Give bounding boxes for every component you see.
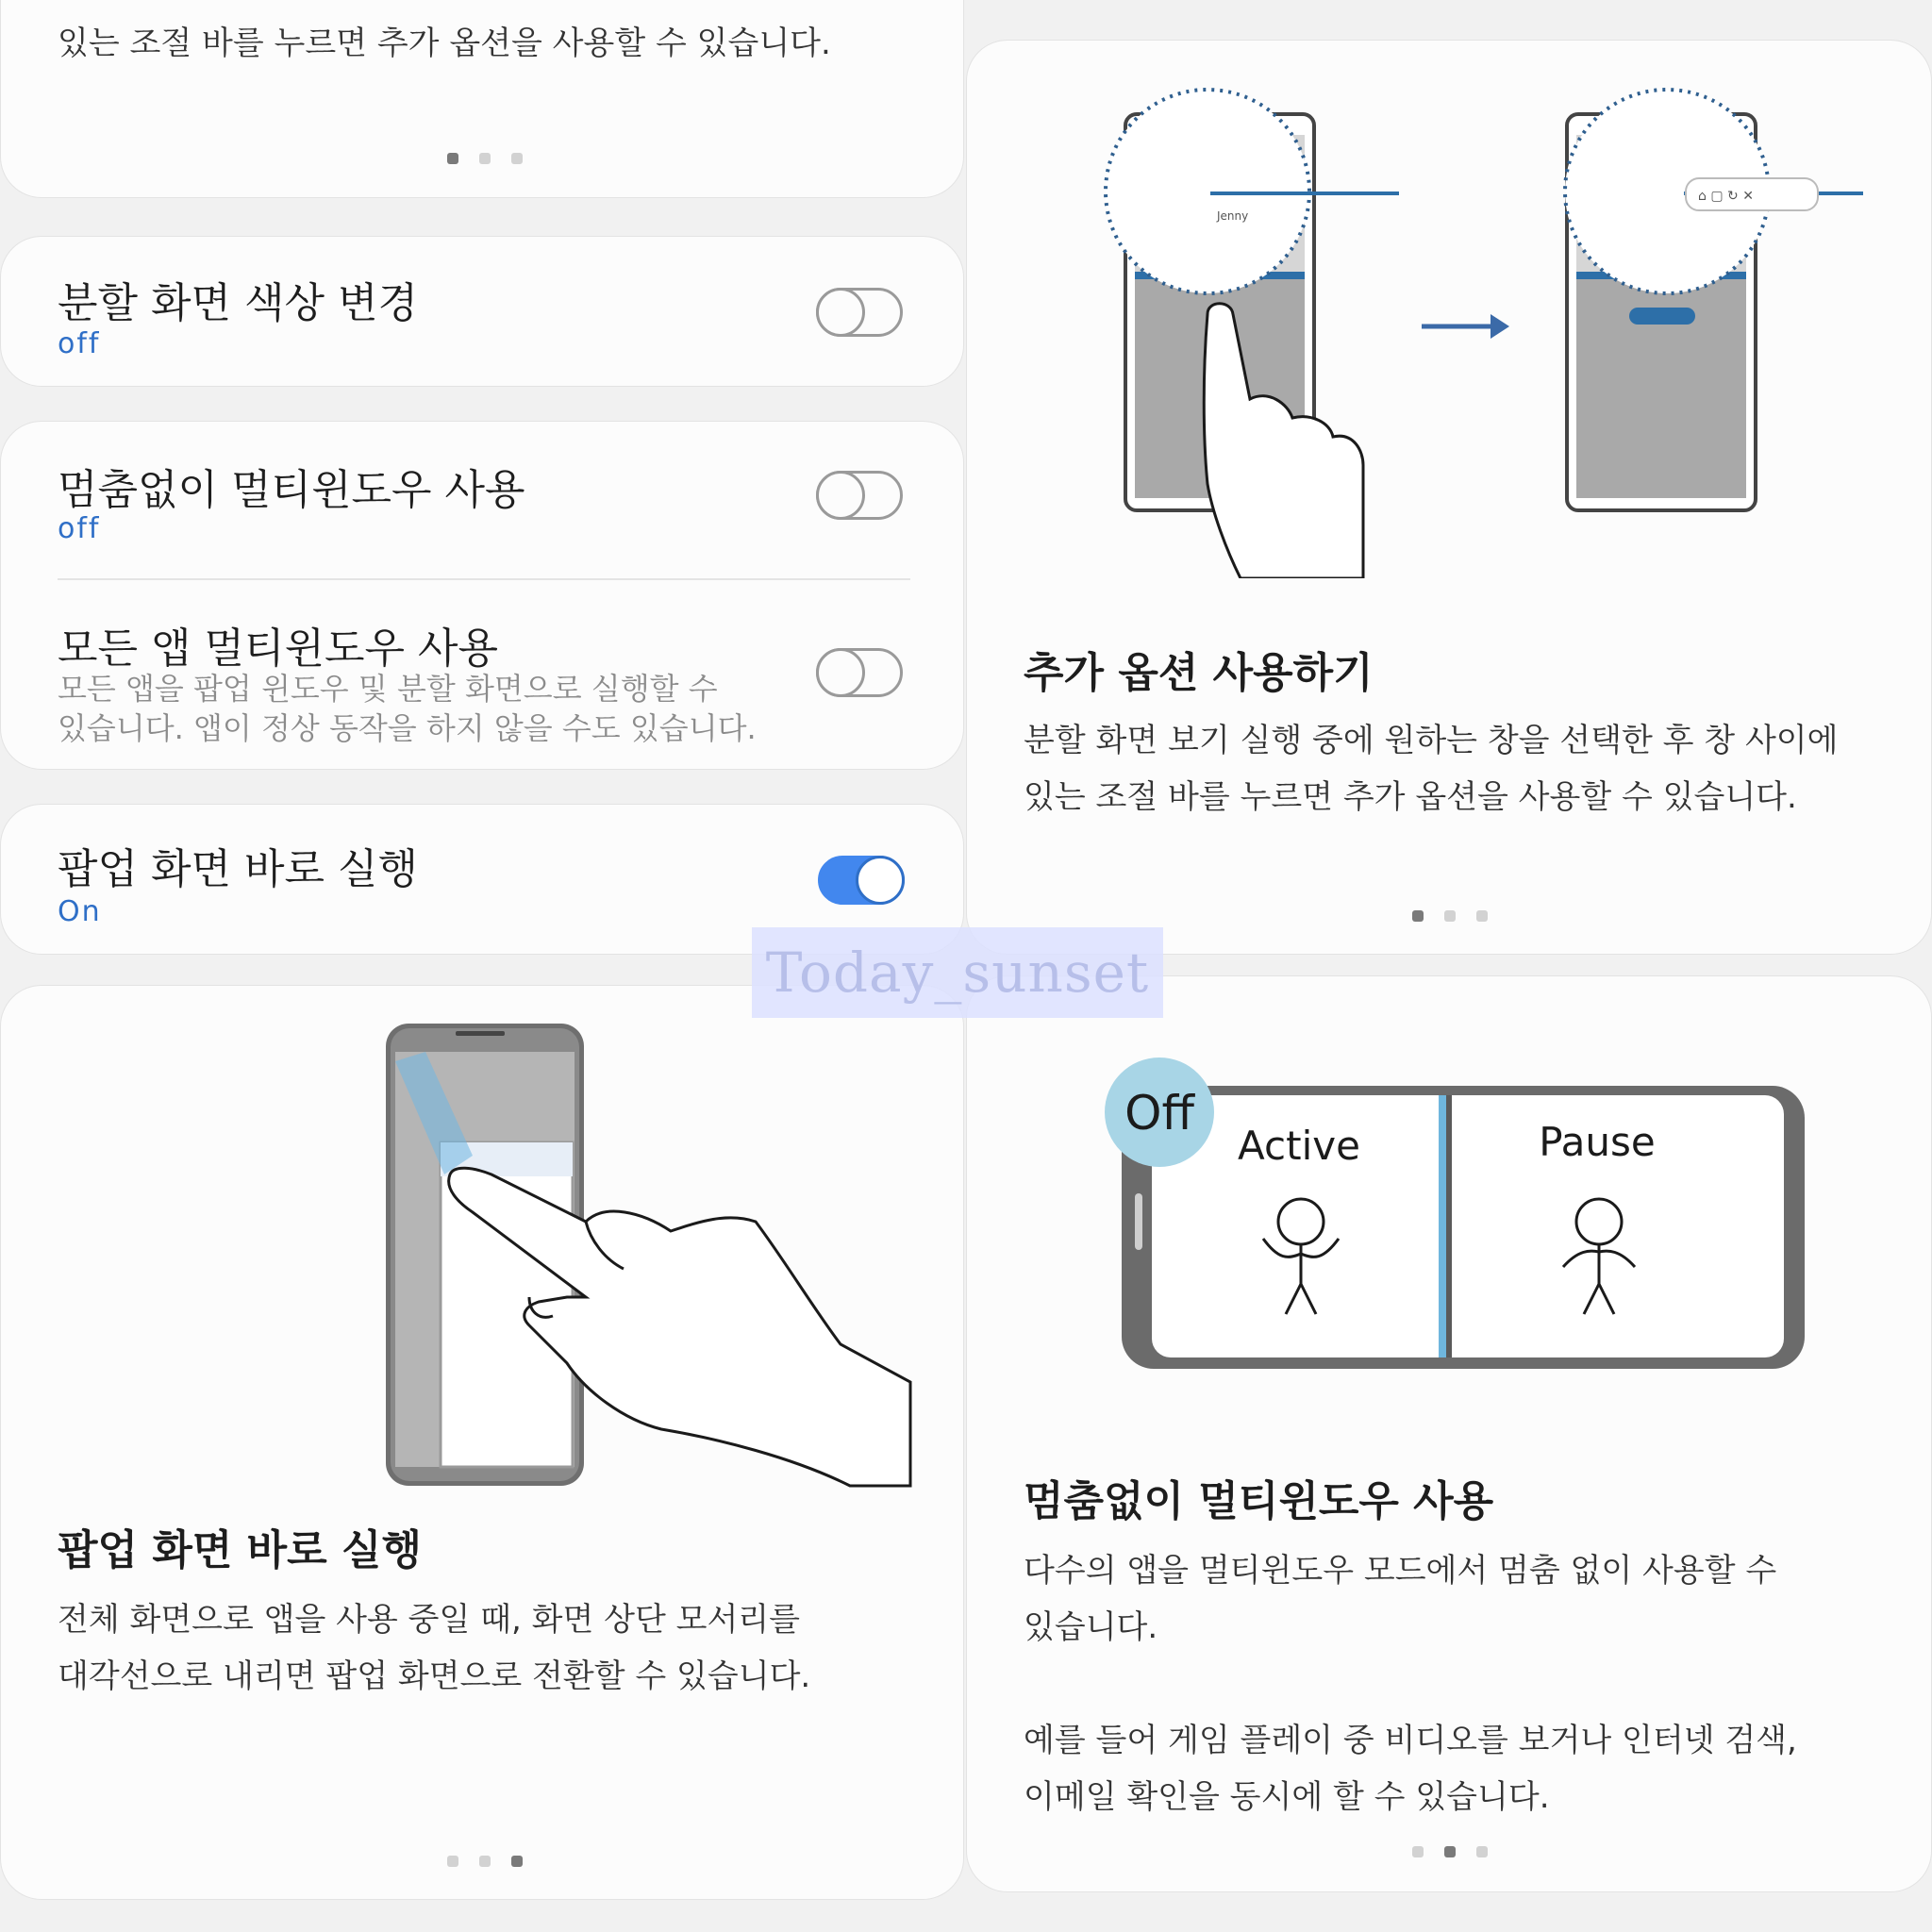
top-card-text: 있는 조절 바를 누르면 추가 옵션을 사용할 수 있습니다.: [58, 25, 831, 62]
info-card-seamless: [966, 975, 1932, 1892]
description-line: 있습니다. 앱이 정상 동작을 하지 않을 수도 있습니다.: [58, 710, 757, 746]
setting-status: off: [58, 512, 101, 545]
popup-card-pager[interactable]: [447, 1856, 523, 1867]
card-description: [1024, 1542, 1797, 1825]
active-label: Active: [1238, 1123, 1360, 1169]
toggle-knob: [816, 288, 865, 337]
watermark: Today_sunset: [752, 927, 1163, 1018]
description-line: 대각선으로 내리면 팝업 화면으로 전환할 수 있습니다.: [58, 1657, 811, 1695]
top-info-card: [0, 0, 964, 198]
setting-title: 모든 앱 멀티윈도우 사용: [58, 625, 498, 673]
pager-dot[interactable]: [1476, 910, 1488, 922]
pager-dot[interactable]: [1412, 910, 1424, 922]
toggle-knob: [816, 648, 865, 697]
card-heading: 멈춤없이 멀티윈도우 사용: [1024, 1477, 1494, 1525]
pager-dot[interactable]: [479, 1856, 491, 1867]
description-line: 있는 조절 바를 누르면 추가 옵션을 사용할 수 있습니다.: [1024, 778, 1797, 816]
card-heading: 추가 옵션 사용하기: [1024, 649, 1374, 697]
off-badge: Off: [1124, 1086, 1194, 1141]
all-apps-multiwindow-toggle[interactable]: [816, 648, 903, 697]
pager-dot[interactable]: [1412, 1846, 1424, 1857]
seamless-illustration: [967, 976, 1932, 1429]
pager-dot[interactable]: [447, 1856, 458, 1867]
toggle-knob: [816, 471, 865, 520]
description-line: 이메일 확인을 동시에 할 수 있습니다.: [1024, 1778, 1550, 1816]
description-line: 다수의 앱을 멀티윈도우 모드에서 멈춤 없이 사용할 수: [1024, 1552, 1777, 1590]
pause-label: Pause: [1539, 1119, 1656, 1165]
color-change-toggle[interactable]: [816, 288, 903, 337]
seamless-card-pager[interactable]: [1412, 1846, 1488, 1857]
card-description: [58, 1591, 810, 1705]
setting-title: 분할 화면 색상 변경: [58, 279, 418, 327]
extra-options-illustration: [967, 41, 1932, 578]
popup-direct-toggle[interactable]: [818, 856, 905, 905]
seamless-multiwindow-toggle[interactable]: [816, 471, 903, 520]
setting-title: 팝업 화면 바로 실행: [58, 845, 418, 893]
info-card-extra-options: [966, 40, 1932, 955]
top-card-pager[interactable]: [447, 153, 523, 164]
row-divider: [58, 578, 910, 580]
pager-dot[interactable]: [1444, 1846, 1456, 1857]
info-card-popup: [0, 985, 964, 1900]
setting-card-color-change[interactable]: [0, 236, 964, 387]
setting-card-multiwindow: [0, 421, 964, 770]
toggle-knob: [856, 856, 905, 905]
pager-dot[interactable]: [1444, 910, 1456, 922]
setting-status: off: [58, 327, 101, 360]
pager-dot[interactable]: [511, 1856, 523, 1867]
pager-dot[interactable]: [479, 153, 491, 164]
card-description: [1024, 712, 1839, 825]
description-line: 모든 앱을 팝업 윈도우 및 분할 화면으로 실행할 수: [58, 671, 718, 707]
extra-options-pager[interactable]: [1412, 910, 1488, 922]
popup-illustration: [1, 986, 965, 1495]
pager-dot[interactable]: [511, 153, 523, 164]
setting-description: [58, 669, 757, 748]
svg-text:⌂ ▢ ↻ ✕: ⌂ ▢ ↻ ✕: [1698, 189, 1754, 204]
setting-title: 멈춤없이 멀티윈도우 사용: [58, 466, 525, 514]
contact-name: Jenny: [1217, 209, 1249, 223]
setting-status: On: [58, 895, 102, 928]
description-line: 전체 화면으로 앱을 사용 중일 때, 화면 상단 모서리를: [58, 1601, 800, 1639]
pager-dot[interactable]: [1476, 1846, 1488, 1857]
card-heading: 팝업 화면 바로 실행: [58, 1526, 422, 1574]
pager-dot[interactable]: [447, 153, 458, 164]
description-line: 있습니다.: [1024, 1608, 1158, 1646]
description-line: 예를 들어 게임 플레이 중 비디오를 보거나 인터넷 검색,: [1024, 1722, 1797, 1759]
description-line: 분할 화면 보기 실행 중에 원하는 창을 선택한 후 창 사이에: [1024, 722, 1839, 759]
